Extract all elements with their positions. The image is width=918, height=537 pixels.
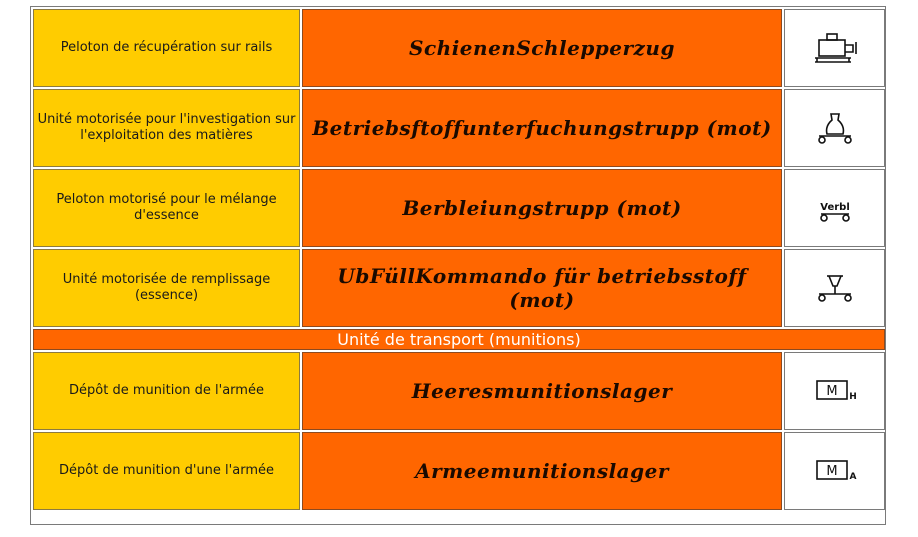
table-row [33,352,885,430]
french-label: Peloton de récupération sur rails [33,9,300,87]
german-label: Heeresmunitionslager [302,352,782,430]
table-row [33,89,885,167]
german-label: Betriebsftoffunterfuchungstrupp (mot) [302,89,782,167]
table-row [33,9,885,87]
symbol-suffix: A [849,472,856,482]
table-row [33,169,885,247]
french-label: Unité motorisée pour l'investigation sur l'exploitation des matières [33,89,300,167]
table-row [33,249,885,327]
fuel-mixing-icon [805,188,865,228]
german-label: SchienenSchlepperzug [302,9,782,87]
symbol-cell [784,9,885,87]
french-label: Peloton motorisé pour le mélange d'essence [33,169,300,247]
symbol-cell [784,352,885,430]
symbol-label: M [825,384,838,399]
symbol-suffix: H [848,392,857,402]
german-label: Berbleiungstrupp (mot) [302,169,782,247]
symbol-cell [784,89,885,167]
symbol-cell [784,249,885,327]
german-label: UbFüllKommando für betriebsstoff (mot) [302,249,782,327]
fuel-investigation-icon [805,108,865,148]
section-row [33,329,885,350]
rail-recovery-train-icon [805,28,865,68]
unit-table-frame [30,6,886,525]
army-ammo-depot-icon [805,371,865,411]
table-row [33,432,885,510]
german-label: Armeemunitionslager [302,432,782,510]
french-label: Unité motorisée de remplissage (essence) [33,249,300,327]
fuel-filling-icon [805,268,865,308]
section-title: Unité de transport (munitions) [33,329,885,350]
symbol-cell [784,432,885,510]
field-army-ammo-depot-icon [805,451,865,491]
french-label: Dépôt de munition d'une l'armée [33,432,300,510]
unit-table [31,7,887,512]
symbol-cell [784,169,885,247]
symbol-label: Verbl [819,202,850,213]
french-label: Dépôt de munition de l'armée [33,352,300,430]
symbol-label: M [825,464,838,479]
